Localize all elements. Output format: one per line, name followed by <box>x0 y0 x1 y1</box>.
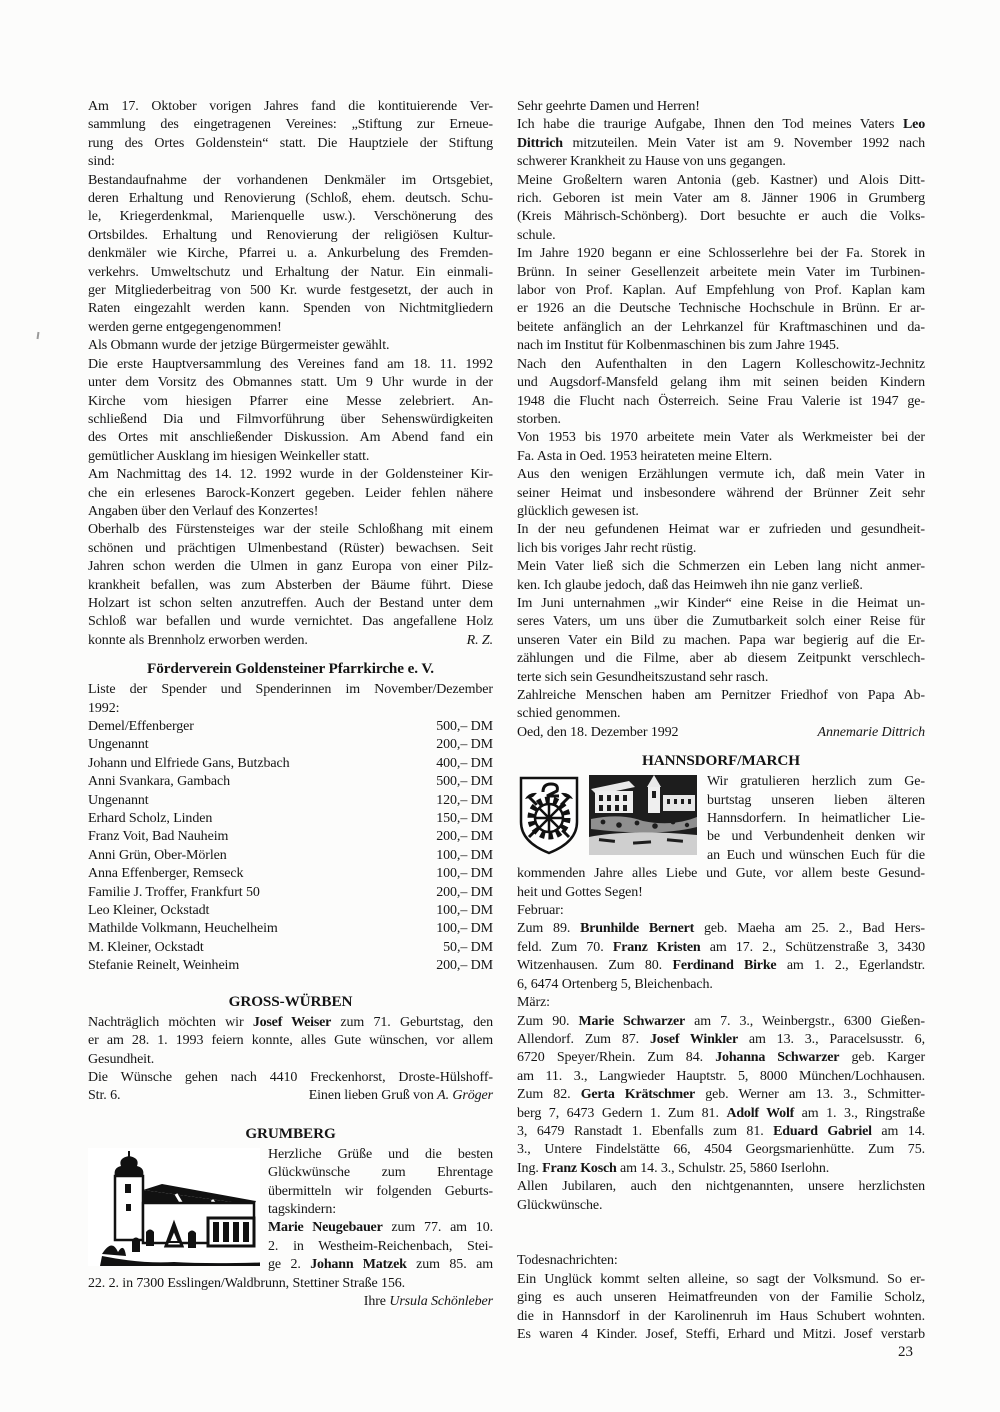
donor-row <box>88 847 493 865</box>
scan-artifact <box>37 332 40 339</box>
gross-wuerben-body <box>88 1014 493 1106</box>
text-line <box>517 957 925 975</box>
donor-name: Anni Grün, Ober-Mörlen <box>88 847 227 863</box>
text-line: Brünn. In seiner Gesellenzeit arbeitete mein Vater im Turbinen- <box>517 264 925 280</box>
text-line: Angaben über den Verlauf des Konzertes! <box>88 503 319 519</box>
donation-amount: 100,– DM <box>436 921 493 937</box>
text-line: gemütlicher Ausklang im hiesigen Weinkeller statt. <box>88 448 370 464</box>
text-run: geb. Werner am 13. 3., Schmitter- <box>695 1087 925 1103</box>
donor-row <box>88 957 493 975</box>
text-line: Meine Großeltern waren Antonia (geb. Kastner) und Alois Ditt- <box>517 172 925 188</box>
text-run: am 1. 2., Egerlandstr. <box>776 958 925 974</box>
text-run: Str. 6. <box>88 1088 121 1104</box>
hannsdorf-coat-of-arms-icon <box>517 775 581 857</box>
text-line <box>88 1087 493 1105</box>
text-line: an Euch und wünschen Euch für die <box>707 847 925 863</box>
donor-row <box>88 884 493 902</box>
text-run: ge 2. <box>268 1257 311 1273</box>
donor-name: Anna Effenberger, Remseck <box>88 866 244 882</box>
line-right <box>309 1087 493 1105</box>
text-line: glücklich gewesen ist. <box>517 503 639 519</box>
text-line: In der neu gefundenen Heimat war er zufrieden und gesundheit- <box>517 522 925 538</box>
text-line: werden gerne entgegengenommen! <box>88 319 282 335</box>
text-line: seiner Heimat und insbesondere während der Brünner Zeit sehr <box>517 485 925 501</box>
text-line: am 11. 3., Langwieder Hauptstr. 5, 8000 München/Lochhausen. <box>517 1068 925 1084</box>
text-run: am 14. <box>871 1123 926 1139</box>
donor-row <box>88 902 493 920</box>
bold-text: Gerta Krätschmer <box>580 1087 696 1103</box>
page-number: 23 <box>898 1344 913 1360</box>
text-line: Herzliche Grüße und die besten <box>268 1146 493 1162</box>
bold-text: Franz Kristen <box>612 939 701 955</box>
text-run: konnte als Brennholz erworben werden. <box>88 632 308 648</box>
text-line: verkehrs. Umweltschutz und Erhaltung der Natur. Ein einmali- <box>88 264 493 280</box>
text-line: er am 28. 1. 1993 feiern konnte, alles Gute wünschen, vor allem <box>88 1033 493 1049</box>
donation-amount: 200,– DM <box>436 884 493 900</box>
text-line: Die Wünsche gehen nach 4410 Freckenhorst, Droste-Hülshoff- <box>88 1069 493 1085</box>
text-line: des Ortes mit anschließender Diskussion. Am Abend fand ein <box>88 430 493 446</box>
text-line <box>517 920 925 938</box>
bold-text: Ferdinand Birke <box>672 958 777 974</box>
text-line: Zahlreiche Menschen haben am Pernitzer Friedhof von Papa Ab- <box>517 688 925 703</box>
donation-amount: 100,– DM <box>436 903 493 919</box>
text-line: seres Vaters, um uns über die Zumutbarkeit solch einer Reise für <box>517 614 925 630</box>
donor-row <box>88 773 493 791</box>
text-line: tagskindern: <box>268 1201 337 1217</box>
text-line: Ein Unglück kommt selten alleine, so sagt der Volksmund. So er- <box>517 1271 925 1287</box>
text-line: 1948 die Flucht nach Österreich. Seine Frau Valerie ist 1947 ge- <box>517 393 925 409</box>
text-run: 6720 Speyer/Rhein. Zum 84. <box>517 1050 716 1066</box>
line-right <box>818 724 925 742</box>
text-line: die in Hannsdorf in der Karolinenruh im Haus Schubert wohnten. <box>517 1308 925 1324</box>
text-line: Jahren schon werden die Ulmen in ganz Europa von einer Pilz- <box>88 559 493 575</box>
hannsdorf-body <box>517 773 925 1344</box>
text-line: übermitteln wir folgenden Geburts- <box>268 1183 493 1199</box>
left-column <box>88 98 493 1311</box>
text-run: Zum 90. <box>517 1013 579 1029</box>
text-line <box>517 939 925 957</box>
donation-amount: 500,– DM <box>436 719 493 734</box>
donor-name: Ungenannt <box>88 792 149 808</box>
gross-wuerben-section <box>88 992 493 1106</box>
text-line: labor von Prof. Kaplan. Auf Empfehlung von Prof. Kaplan kam <box>517 283 925 299</box>
dittrich-letter <box>517 98 925 742</box>
text-run: Einen lieben Gruß von <box>308 1088 438 1104</box>
text-line: lich bis voriges Jahr recht rüstig. <box>517 540 697 556</box>
text-line: 22. 2. in 7300 Esslingen/Waldbrunn, Stettiner Straße 156. <box>88 1275 406 1291</box>
line-right <box>467 632 493 650</box>
goldenstein-article <box>88 98 493 650</box>
text-run: Ihre <box>363 1293 390 1309</box>
text-line: le, Kriegerdenkmal, Marienquelle usw.). Verschönerung des <box>88 209 493 225</box>
text-line: storben. <box>517 411 561 427</box>
spacer <box>517 1233 925 1252</box>
bold-text: Franz Kosch <box>542 1160 617 1176</box>
text-line <box>517 135 925 153</box>
text-line: unter dem Vorsitz des Obmannes statt. Um 9 Uhr wurde in der <box>88 375 493 391</box>
donor-list <box>88 681 493 976</box>
text-line: schule. <box>517 227 556 243</box>
village-view-photo <box>589 775 697 855</box>
donor-name: Mathilde Volkmann, Heuchelheim <box>88 921 278 937</box>
grumberg-heading: GRUMBERG <box>245 1124 336 1142</box>
text-line: burtstag unseren lieben älteren <box>707 792 925 808</box>
donor-name: Familie J. Troffer, Frankfurt 50 <box>88 884 260 900</box>
donor-name: Ungenannt <box>88 737 149 753</box>
text-line: und Augsdorf-Mansfeld gelang ihm mit seinen beiden Kindern <box>517 375 925 391</box>
text-line <box>517 1086 925 1104</box>
bold-text: Johanna Schwarzer <box>715 1050 840 1066</box>
bold-text: Adolf Wolf <box>726 1105 795 1121</box>
line-left <box>88 632 308 650</box>
text-line <box>88 1014 493 1032</box>
text-run: mitzuteilen. Mein Vater ist am 9. November 1992 nach <box>562 135 925 151</box>
text-run: geb. Karger <box>839 1050 926 1066</box>
text-line: unseren Vater ein Bild zu machen. Papa war begierig auf die Er- <box>517 632 925 648</box>
line-left <box>88 1087 120 1105</box>
text-line <box>517 116 925 134</box>
text-run: am 1. 3., Ringstraße <box>794 1105 925 1121</box>
donation-amount: 200,– DM <box>436 829 493 845</box>
hannsdorf-section <box>517 751 925 1344</box>
text-line: Glückwünsche zum Ehrentage <box>268 1165 493 1181</box>
text-line: Raten eingezahlt werden kann. Spenden von Nichtmitgliedern <box>88 301 493 317</box>
text-line <box>517 1013 925 1031</box>
bold-text: Marie Schwarzer <box>578 1013 686 1029</box>
text-line: Die erste Hauptversammlung des Vereines fand am 18. 11. 1992 <box>88 356 493 372</box>
text-line: Sehr geehrte Damen und Herren! <box>517 99 700 114</box>
text-line: 2. in Westheim-Reichenbach, Stei- <box>268 1238 493 1254</box>
gross-wuerben-heading: GROSS-WÜRBEN <box>228 992 353 1010</box>
text-line <box>517 1031 925 1049</box>
text-line: Glückwünsche. <box>517 1197 603 1213</box>
church-illustration <box>88 1148 260 1266</box>
text-line: schönen und prächtigen Ulmenbestand (Rüster) bewachsen. Seit <box>88 540 493 556</box>
text-line: Nach den Aufenthalten in den Lagern Kolleschowitz-Jechnitz <box>517 356 925 372</box>
donor-name: M. Kleiner, Ockstadt <box>88 939 204 955</box>
text-line <box>517 724 925 742</box>
text-line: Im Juni unternahmen „wir Kinder“ eine Reise in die Heimat un- <box>517 595 925 611</box>
text-line: Wir gratulieren herzlich zum Ge- <box>707 774 925 790</box>
donor-name: Leo Kleiner, Ockstadt <box>88 903 210 919</box>
text-line: schließend Dia und Filmvorführung über Sehenswürdigkeiten <box>88 411 493 427</box>
italic-text: A. Gröger <box>437 1088 493 1104</box>
text-run: Zum 89. <box>517 921 581 937</box>
text-line: Schloß war befallen und wurde vernichtet. Das angefallene Holz <box>88 614 493 630</box>
line-left <box>517 724 678 742</box>
grumberg-section <box>88 1124 493 1312</box>
text-line: Bestandaufnahme der vorhandenen Denkmäler im Ortsgebiet, <box>88 172 493 188</box>
text-run: zum 77. am 10. <box>382 1220 494 1236</box>
text-line: Als Obmann wurde der jetzige Bürgermeister gewählt. <box>88 338 390 354</box>
text-line: Am 17. Oktober vorigen Jahres fand die kontituierende Ver- <box>88 99 493 114</box>
text-run: Nachträglich möchten wir <box>88 1014 253 1030</box>
text-line: 6, 6474 Ortenberg 5, Bleichenbach. <box>517 976 713 992</box>
donation-amount: 200,– DM <box>436 958 493 974</box>
text-line: zählungen und die Filme, aber ab diesem Zeitpunkt verschlech- <box>517 651 925 667</box>
bold-text: Dittrich <box>517 135 563 151</box>
text-line: Februar: <box>517 903 564 919</box>
text-line: Todesnachrichten: <box>517 1253 618 1269</box>
donor-row <box>88 865 493 883</box>
donor-row <box>88 718 493 736</box>
bold-text: Johann Matzek <box>310 1257 407 1273</box>
donation-amount: 500,– DM <box>436 774 493 790</box>
text-run: zum 85. am <box>406 1257 493 1273</box>
donor-name: Franz Voit, Bad Nauheim <box>88 829 229 845</box>
text-line: heit und Gottes Segen! <box>517 884 643 900</box>
text-line <box>517 1049 925 1067</box>
text-line: Ortsbildes. Erhaltung und Renovierung der religiösen Kultur- <box>88 227 493 243</box>
donor-name: Demel/Effenberger <box>88 719 194 734</box>
text-line: Es waren 4 Kinder. Josef, Steffi, Erhard und Mitzi. Josef verstarb <box>517 1326 925 1342</box>
text-line: sind: <box>88 154 115 170</box>
text-line: rich. Geboren ist mein Vater am 8. Jänner 1906 in Grumberg <box>517 191 925 207</box>
bold-text: Eduard Gabriel <box>773 1123 872 1139</box>
donation-amount: 150,– DM <box>436 811 493 827</box>
text-line: be und Verbundenheit denken wir <box>707 829 925 845</box>
text-line: krankheit befallen, was zum Absterben der Bäume führt. Diese <box>88 577 493 593</box>
text-run: zum 71. Geburtstag, den <box>331 1014 493 1030</box>
text-line: ken. Ich glaube jedoch, daß das Heimweh ihn nie ganz verließ. <box>517 577 863 593</box>
text-line <box>517 1123 925 1141</box>
text-line: er 1926 an die Deutsche Technische Hochschule in Brünn. Er ar- <box>517 301 925 317</box>
text-line: che ein erlesenes Barock-Konzert gegeben. Leider fehlen nähere <box>88 485 493 501</box>
donor-name: Erhard Scholz, Linden <box>88 811 213 827</box>
donation-amount: 120,– DM <box>436 792 493 808</box>
text-line: schied genommen. <box>517 706 621 722</box>
bold-text: Josef Weiser <box>252 1014 332 1030</box>
right-column <box>517 98 925 1344</box>
donor-row <box>88 939 493 957</box>
text-line: Hannsdorfern. In heimatlicher Lie- <box>707 811 925 827</box>
goldenstein-body <box>88 98 493 650</box>
text-run: feld. Zum 70. <box>517 939 613 955</box>
foerderverein-heading: Förderverein Goldensteiner Pfarrkirche e. V. <box>147 660 434 678</box>
text-line: ging es auch unseren Heimatfreunden von der Familie Scholz, <box>517 1290 925 1306</box>
italic-text: R. Z. <box>466 632 493 648</box>
text-line: terte sich sein Gesundheitszustand sehr rasch. <box>517 669 769 685</box>
text-line: Am Nachmittag des 14. 12. 1992 wurde in der Goldensteiner Kir- <box>88 467 493 483</box>
donation-amount: 50,– DM <box>443 939 493 955</box>
text-line: Oberhalb des Fürstensteiges war der steile Schloßhang mit einem <box>88 522 493 538</box>
text-line: 1992: <box>88 700 120 716</box>
bold-text: Marie Neugebauer <box>268 1220 383 1236</box>
donor-row <box>88 920 493 938</box>
text-line: nach im Institut für Kolbenmaschinen bis zum Jahre 1945. <box>517 338 840 354</box>
text-line: sammlung des eingetragenen Vereines: „Stiftung zur Erneue- <box>88 117 493 133</box>
bold-text: Leo <box>903 117 925 133</box>
text-line: (Kreis Mährisch-Schönberg). Dort besuchte er auch die Volks- <box>517 209 925 225</box>
italic-text: Annemarie Dittrich <box>817 724 925 740</box>
text-run: geb. Maeha am 25. 2., Bad Hers- <box>694 921 925 937</box>
text-run: Allendorf. Zum 87. <box>517 1031 650 1047</box>
text-run: berg 7, 6473 Gedern 1. Zum 81. <box>517 1105 727 1121</box>
text-line: Von 1953 bis 1970 arbeitete mein Vater als Werkmeister bei der <box>517 430 925 446</box>
donor-name: Anni Svankara, Gambach <box>88 774 231 790</box>
text-run: Witzenhausen. Zum 80. <box>517 958 673 974</box>
text-line: Aus den wenigen Erzählungen vermute ich, daß mein Vater in <box>517 467 925 483</box>
dittrich-letter-body <box>517 98 925 742</box>
donor-row <box>88 755 493 773</box>
bold-text: Josef Winkler <box>649 1031 738 1047</box>
text-line <box>88 1293 493 1311</box>
foerderverein-section <box>88 659 493 976</box>
donation-amount: 100,– DM <box>436 866 493 882</box>
donor-row <box>88 792 493 810</box>
text-run: am 14. 3., Schulstr. 25, 5860 Iserlohn. <box>616 1160 830 1176</box>
bold-text: Brunhilde Bernert <box>580 921 695 937</box>
text-run: Ing. <box>517 1160 543 1176</box>
text-line: Fa. Asta in Oed. 1953 heirateten meine Eltern. <box>517 448 773 464</box>
text-line: 3., Untere Findelstätte 66, 4504 Georgsmarienhütte. Zum 75. <box>517 1142 925 1158</box>
donor-row <box>88 810 493 828</box>
text-line <box>517 1160 925 1178</box>
text-line: Mein Vater ließ sich die Schmerzen ein Leben lang nicht anmer- <box>517 559 925 575</box>
text-line: schwerer Krankheit zu Hause von uns gegangen. <box>517 154 786 170</box>
text-run: Oed, den 18. Dezember 1992 <box>517 724 679 740</box>
donation-amount: 100,– DM <box>436 847 493 863</box>
text-line: kommenden Jahre alles Liebe und Gute, vor allem beste Gesund- <box>517 866 925 882</box>
donor-name: Stefanie Reinelt, Weinheim <box>88 958 240 974</box>
donor-row <box>88 736 493 754</box>
text-line: Holzart ist schon selten anzutreffen. Auch der Bestand unter dem <box>88 595 493 611</box>
text-line: Liste der Spender und Spenderinnen im November/Dezember <box>88 682 493 698</box>
text-line: Gesundheit. <box>88 1051 155 1067</box>
italic-text: Ursula Schönleber <box>389 1293 493 1309</box>
text-run: am 13. 3., Paracelsusstr. 6, <box>737 1031 925 1047</box>
text-line <box>517 1215 925 1233</box>
donor-row <box>88 828 493 846</box>
text-run: Ich habe die traurige Aufgabe, Ihnen den Tod meines Vaters <box>517 117 904 133</box>
text-line: Kirche vom hiesigen Pfarrer eine Messe zelebriert. An- <box>88 393 493 409</box>
text-run: am 17. 2., Schützenstraße 3, 3430 <box>700 939 925 955</box>
donor-name: Johann und Elfriede Gans, Butzbach <box>88 755 290 771</box>
hannsdorf-heading: HANNSDORF/MARCH <box>642 752 800 770</box>
text-line: deren Erhaltung und Renovierung (Schloß, ehem. deutsch. Schu- <box>88 191 493 207</box>
text-line: Allen Jubilaren, auch den nichtgenannten, unsere herzlichsten <box>517 1179 925 1195</box>
text-run: am 7. 3., Weinbergstr., 6300 Gießen- <box>685 1013 925 1029</box>
text-line <box>517 1105 925 1123</box>
donation-amount: 400,– DM <box>436 755 493 771</box>
text-line: ger Mitgliederbeitrag von 500 Kr. wurde festgesetzt, der auch in <box>88 283 493 299</box>
text-run: 3, 6479 Ranstadt 1. Ebenfalls zum 81. <box>517 1123 774 1139</box>
text-line: März: <box>517 995 550 1011</box>
text-line: Im Jahre 1920 begann er eine Schlosserlehre bei der Fa. Storek in <box>517 246 925 262</box>
text-run: Zum 82. <box>517 1087 581 1103</box>
text-line: rung des Ortes Goldenstein“ statt. Die Hauptziele der Stiftung <box>88 135 493 151</box>
donation-amount: 200,– DM <box>436 737 493 753</box>
text-line: beitete anfänglich an der Lehrkanzel für Kraftmaschinen und da- <box>517 319 925 335</box>
text-line <box>88 632 493 650</box>
text-line: denkmäler wie Kirche, Pfarrei u. a. Ankurbelung des Fremden- <box>88 246 493 262</box>
